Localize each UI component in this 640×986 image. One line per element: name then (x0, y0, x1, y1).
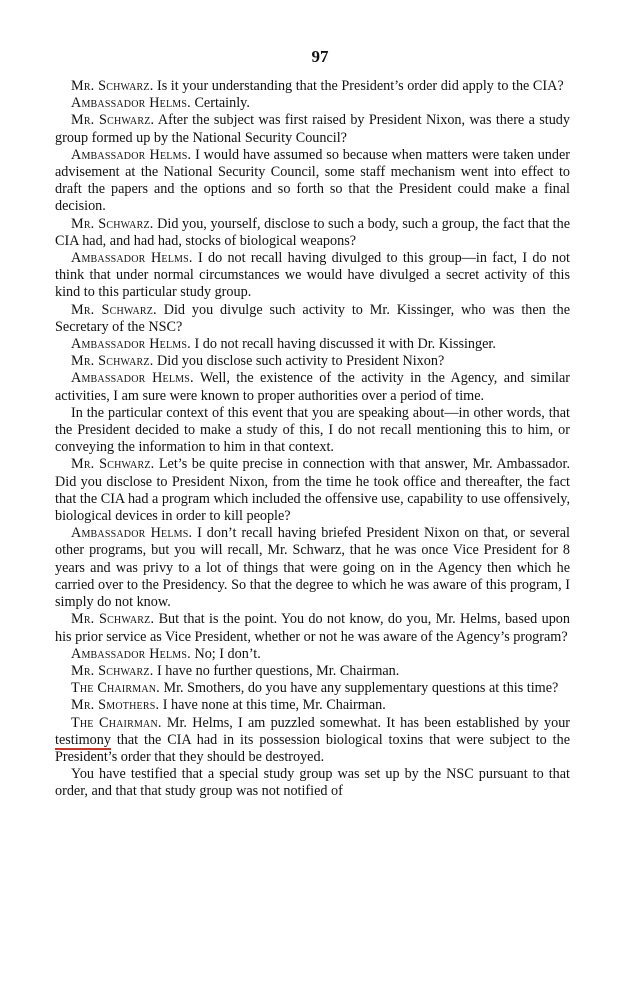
transcript-paragraph (55, 766, 570, 800)
paragraph-text: But that is the point. You do not know, do you, Mr. Helms, based upon his prior service as Vice President, whether or not he was aware of the Agency’s program? (55, 611, 570, 645)
paragraph-text: Let’s be quite precise in connection with that answer, Mr. Ambassador. Did you disclose to President Nixon, from the time he took office and thereafter, the fact that the CIA had a program which included the offensive use, capability to use offensively, biological devices in order to kill people? (55, 456, 570, 525)
paragraph-text: I don’t recall having briefed President Nixon on that, or several other programs, but you will recall, Mr. Schwarz, that he was once Vice President for 8 years and was privy to a lot of things that were going on in the Agency then which he carried over to the Presidency. So that the degree to which he was aware of this program, I simply do not know. (55, 525, 570, 611)
paragraph-text: Mr. Smothers, do you have any supplementary questions at this time? (163, 680, 559, 697)
paragraph-text: In the particular context of this event that you are speaking about—in other words, that the President decided to make a study of this, I do not recall mentioning this to him, or conveying the information to him in that context. (55, 404, 570, 456)
speaker-label: Mr. Schwarz. (71, 301, 157, 318)
paragraph-text: I would have assumed so because when matters were taken under advisement at the National Security Council, some staff mechanism went into effect to draft the papers and the options and so forth so that the President could make a final decision. (55, 146, 570, 215)
speaker-label: Ambassador Helms. (71, 146, 192, 163)
paragraph-text: Did you, yourself, disclose to such a body, such a group, the fact that the CIA had, and had had, stocks of biological weapons? (55, 215, 570, 249)
paragraph-text: Did you disclose such activity to President Nixon? (157, 353, 445, 370)
transcript-paragraph (55, 646, 570, 663)
paragraph-text: I do not recall having discussed it with Dr. Kissinger. (194, 336, 496, 353)
underlined-word: testimony (55, 731, 111, 748)
transcript-paragraph (55, 216, 570, 250)
paragraph-text: I have no further questions, Mr. Chairman. (157, 662, 400, 679)
speaker-label: Ambassador Helms. (71, 525, 193, 542)
speaker-label: Ambassador Helms. (71, 370, 194, 387)
speaker-label: The Chairman. (71, 714, 162, 731)
speaker-label: Mr. Schwarz. (71, 456, 155, 473)
paragraph-text: that the CIA had in its possession biological toxins that were subject to the President’s order that they should be destroyed. (55, 731, 570, 765)
transcript-paragraph (55, 336, 570, 353)
paragraph-text: Certainly. (194, 95, 250, 112)
speaker-label: The Chairman. (71, 680, 160, 697)
hearing-transcript (55, 78, 570, 801)
transcript-paragraph (55, 250, 570, 302)
paragraph-text: Well, the existence of the activity in the Agency, and similar activities, I am sure were known to proper authorities over a period of time. (55, 370, 570, 404)
speaker-label: Mr. Schwarz. (71, 611, 155, 628)
paragraph-text: You have testified that a special study group was set up by the NSC pursuant to that order, and that that study group was not notified of (55, 766, 570, 800)
paragraph-text: Mr. Helms, I am puzzled somewhat. It has been established by your (166, 714, 571, 731)
speaker-label: Mr. Schwarz. (71, 662, 154, 679)
transcript-paragraph (55, 697, 570, 714)
speaker-label: Ambassador Helms. (71, 645, 191, 662)
transcript-paragraph (55, 525, 570, 611)
transcript-paragraph (55, 78, 570, 95)
transcript-paragraph (55, 95, 570, 112)
transcript-paragraph (55, 680, 570, 697)
paragraph-text: I have none at this time, Mr. Chairman. (162, 697, 386, 714)
speaker-label: Ambassador Helms. (71, 336, 191, 353)
speaker-label: Ambassador Helms. (71, 250, 193, 267)
transcript-paragraph (55, 611, 570, 645)
transcript-paragraph (55, 302, 570, 336)
transcript-paragraph (55, 353, 570, 370)
transcript-paragraph (55, 370, 570, 404)
speaker-label: Mr. Schwarz. (71, 353, 154, 370)
paragraph-text: No; I don’t. (194, 645, 261, 662)
transcript-paragraph (55, 663, 570, 680)
speaker-label: Ambassador Helms. (71, 95, 191, 112)
transcript-paragraph (55, 456, 570, 525)
page-number: 97 (311, 47, 329, 66)
transcript-paragraph (55, 112, 570, 146)
transcript-paragraph (55, 147, 570, 216)
speaker-label: Mr. Schwarz. (71, 215, 154, 232)
paragraph-text: After the subject was first raised by President Nixon, was there a study group formed up by the National Security Council? (55, 112, 570, 146)
transcript-paragraph (55, 715, 570, 767)
speaker-label: Mr. Schwarz. (71, 112, 155, 129)
paragraph-text: I do not recall having divulged to this group—in fact, I do not think that under normal circumstances we would have divulged a secret activity of this kind to this particular study group. (55, 250, 570, 301)
speaker-label: Mr. Schwarz. (71, 78, 154, 94)
transcript-paragraph (55, 405, 570, 457)
speaker-label: Mr. Smothers. (71, 697, 160, 714)
paragraph-text: Is it your understanding that the President’s order did apply to the CIA? (157, 78, 564, 94)
paragraph-text: Did you divulge such activity to Mr. Kissinger, who was then the Secretary of the NSC? (55, 301, 570, 335)
